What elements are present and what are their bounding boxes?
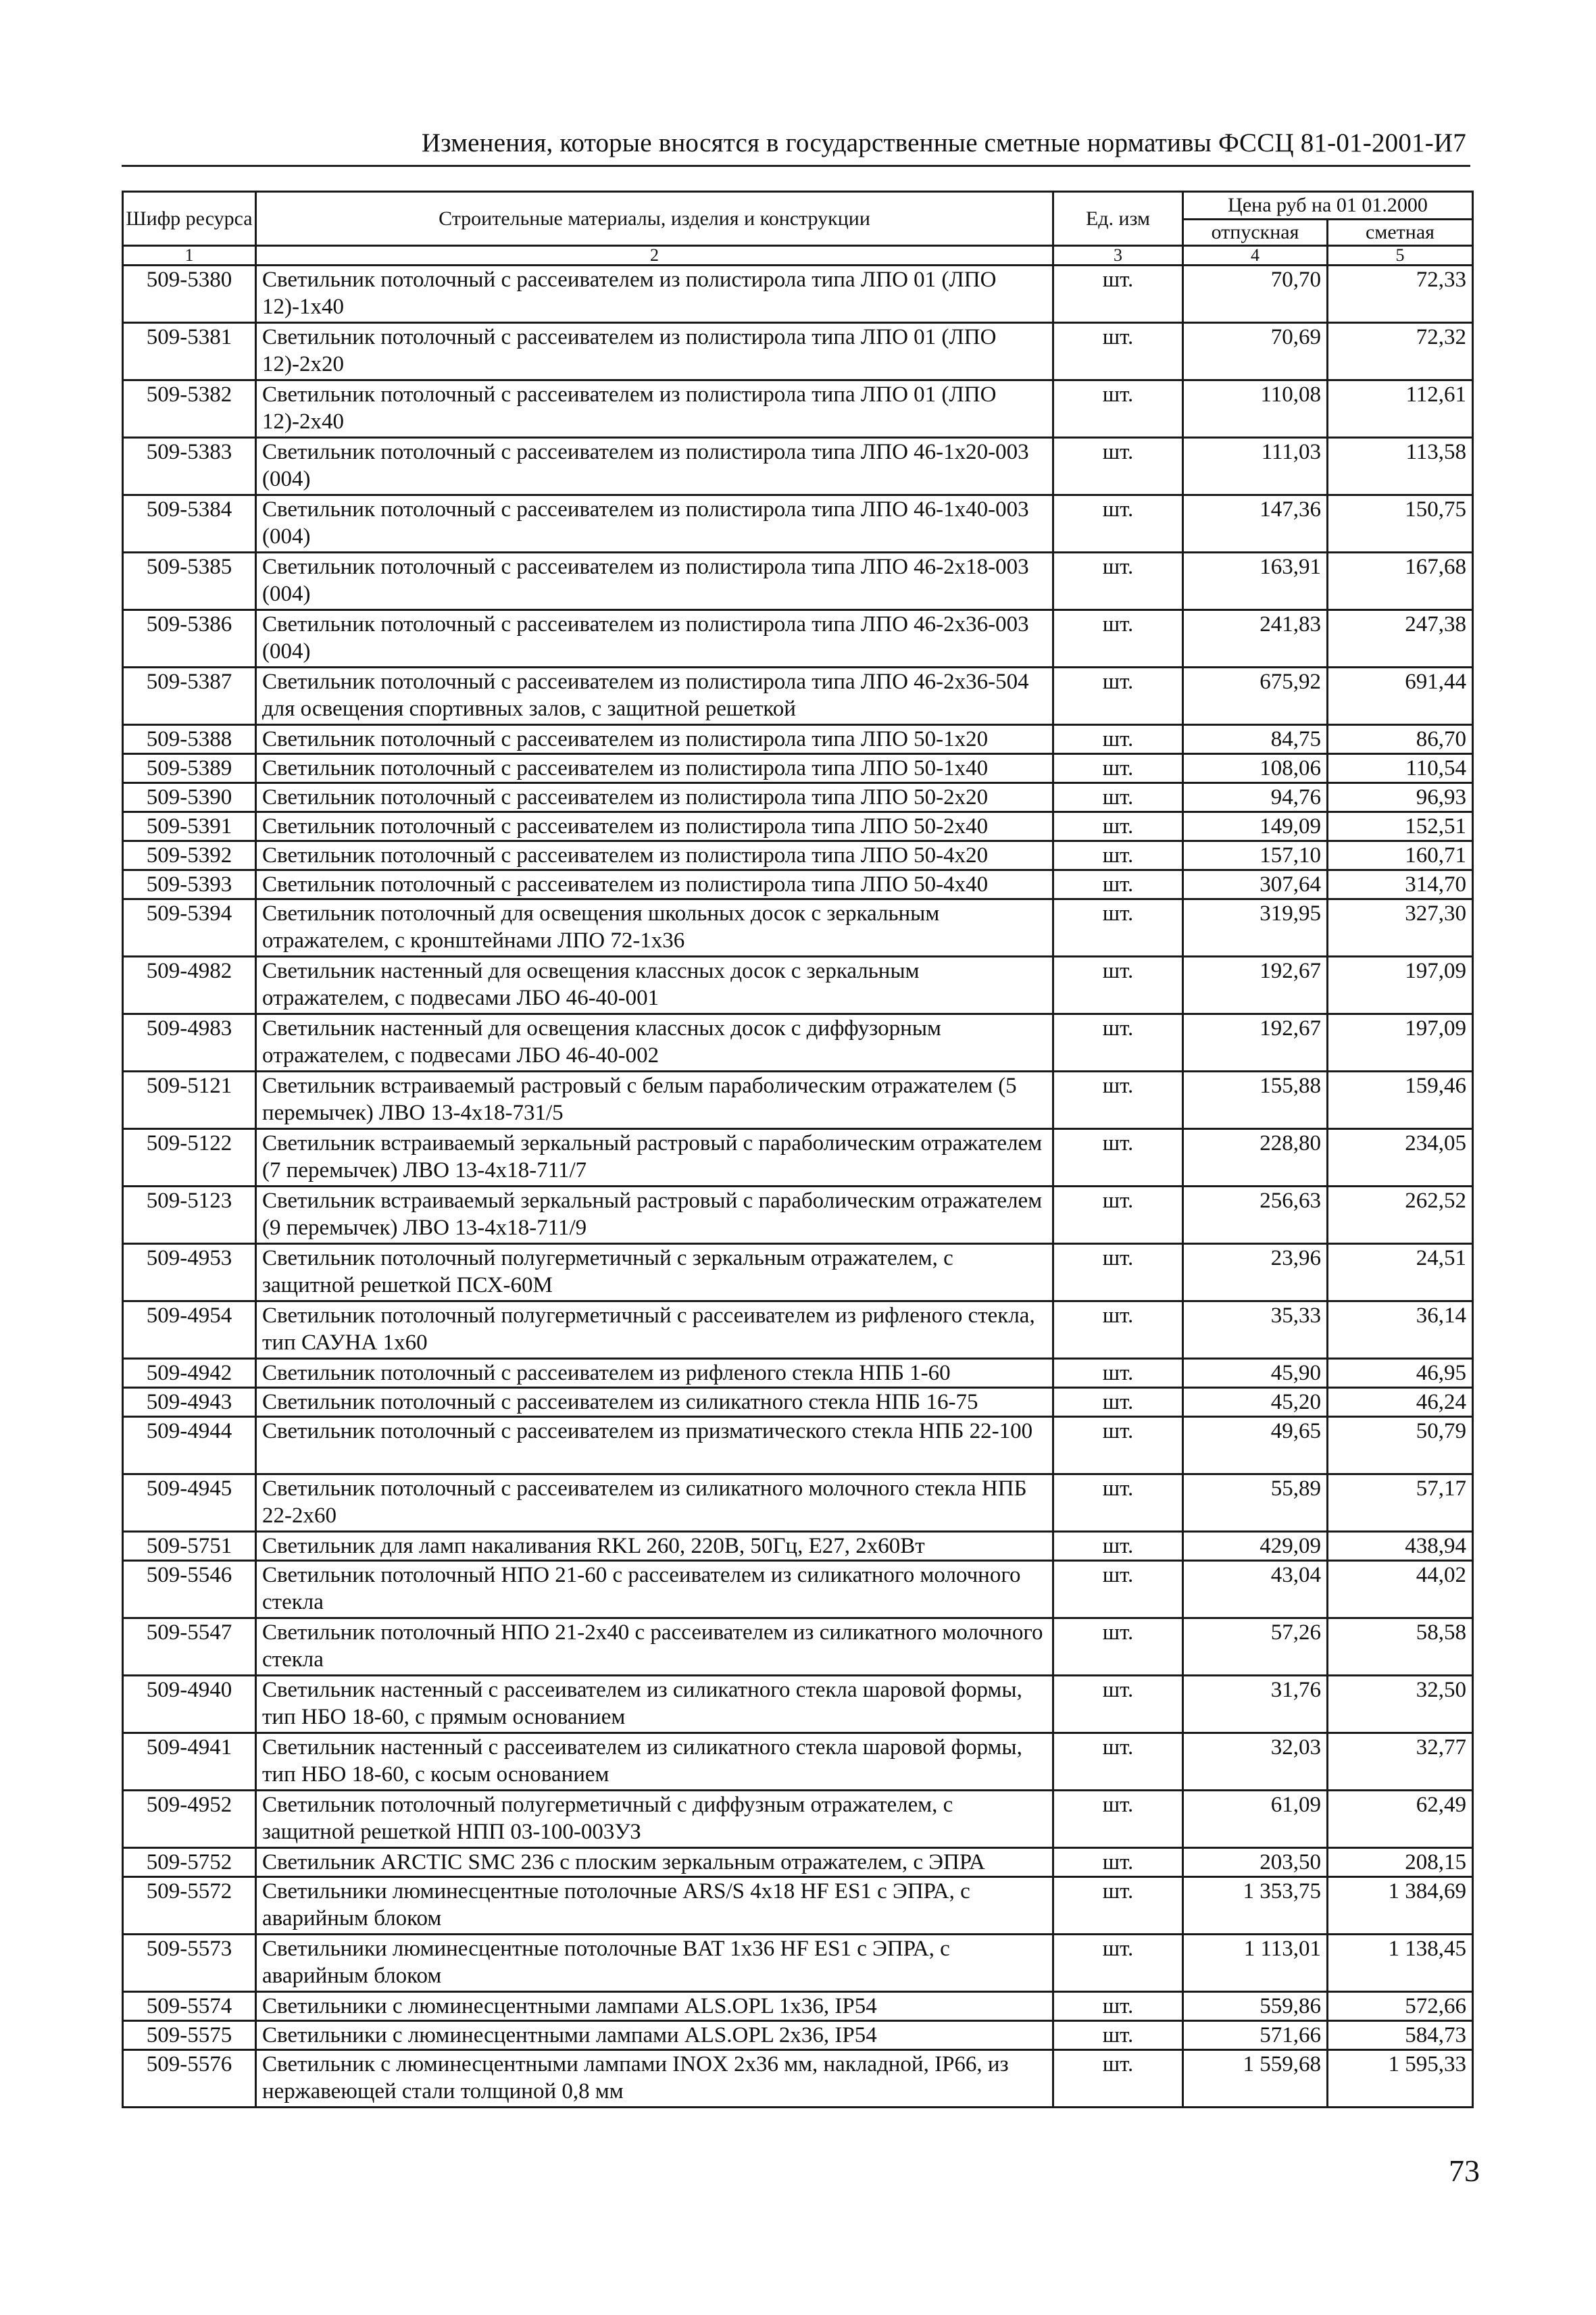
release-price-cell: 23,96 — [1183, 1244, 1328, 1301]
estimate-price-cell: 1 595,33 — [1328, 2050, 1473, 2108]
resource-code-cell: 509-5390 — [123, 783, 256, 812]
unit-cell: шт. — [1053, 1992, 1183, 2021]
resource-code-cell: 509-4943 — [123, 1388, 256, 1417]
unit-cell: шт. — [1053, 1532, 1183, 1561]
resource-code-cell: 509-5572 — [123, 1877, 256, 1935]
unit-cell: шт. — [1053, 957, 1183, 1014]
estimate-price-cell: 24,51 — [1328, 1244, 1473, 1301]
unit-cell: шт. — [1053, 323, 1183, 380]
release-price-cell: 203,50 — [1183, 1848, 1328, 1877]
table-row — [123, 1474, 1473, 1532]
material-name-cell: Светильник для ламп накаливания RKL 260, 220В, 50Гц, E27, 2х60Вт — [256, 1532, 1053, 1561]
table-row — [123, 1848, 1473, 1877]
unit-cell: шт. — [1053, 870, 1183, 899]
resource-code-cell: 509-5752 — [123, 1848, 256, 1877]
page-title: Изменения, которые вносятся в государственные сметные нормативы ФССЦ 81-01-2001-И7 — [421, 128, 1466, 157]
resource-code-cell: 509-4941 — [123, 1733, 256, 1791]
release-price-cell: 110,08 — [1183, 380, 1328, 438]
material-name-cell: Светильник потолочный с рассеивателем из полистирола типа ЛПО 50-2х40 — [256, 812, 1053, 841]
estimate-price-cell: 113,58 — [1328, 438, 1473, 495]
estimate-price-cell: 247,38 — [1328, 610, 1473, 668]
unit-cell: шт. — [1053, 380, 1183, 438]
material-name-cell: Светильник потолочный с рассеивателем из силикатного молочного стекла НПБ 22-2х60 — [256, 1474, 1053, 1532]
estimate-price-cell: 152,51 — [1328, 812, 1473, 841]
unit-cell: шт. — [1053, 553, 1183, 610]
material-name-cell: Светильник потолочный с рассеивателем из призматического стекла НПБ 22-100 — [256, 1417, 1053, 1474]
estimate-price-cell: 50,79 — [1328, 1417, 1473, 1474]
unit-cell: шт. — [1053, 2050, 1183, 2108]
material-name-cell: Светильник настенный с рассеивателем из силикатного стекла шаровой формы, тип НБО 18-60, с прямым основанием — [256, 1676, 1053, 1733]
resource-code-cell: 509-5123 — [123, 1187, 256, 1244]
table-row — [123, 812, 1473, 841]
unit-cell: шт. — [1053, 1014, 1183, 1072]
material-name-cell: Светильник настенный с рассеивателем из силикатного стекла шаровой формы, тип НБО 18-60, с косым основанием — [256, 1733, 1053, 1791]
table-row — [123, 1359, 1473, 1388]
release-price-cell: 157,10 — [1183, 841, 1328, 870]
column-number: 4 — [1183, 246, 1328, 266]
table-row — [123, 1301, 1473, 1359]
table-row — [123, 1014, 1473, 1072]
material-name-cell: Светильник потолочный с рассеивателем из полистирола типа ЛПО 50-4х40 — [256, 870, 1053, 899]
unit-cell: шт. — [1053, 1935, 1183, 1992]
resource-code-cell: 509-5392 — [123, 841, 256, 870]
resource-code-cell: 509-4944 — [123, 1417, 256, 1474]
estimate-price-cell: 46,95 — [1328, 1359, 1473, 1388]
estimate-price-cell: 159,46 — [1328, 1072, 1473, 1129]
unit-cell: шт. — [1053, 1301, 1183, 1359]
material-name-cell: Светильник потолочный с рассеивателем из полистирола типа ЛПО 01 (ЛПО 12)-1х40 — [256, 266, 1053, 323]
resource-code-cell: 509-5389 — [123, 754, 256, 783]
table-row — [123, 553, 1473, 610]
resource-code-cell: 509-5394 — [123, 899, 256, 957]
column-header-release-price: отпускная — [1183, 220, 1328, 246]
table-row — [123, 1532, 1473, 1561]
column-header-code: Шифр ресурса — [123, 192, 256, 246]
resource-code-cell: 509-5393 — [123, 870, 256, 899]
resource-code-cell: 509-5546 — [123, 1561, 256, 1618]
estimate-price-cell: 327,30 — [1328, 899, 1473, 957]
estimate-price-cell: 32,77 — [1328, 1733, 1473, 1791]
unit-cell: шт. — [1053, 266, 1183, 323]
resource-code-cell: 509-5383 — [123, 438, 256, 495]
table-header — [123, 192, 1473, 266]
material-name-cell: Светильник потолочный с рассеивателем из полистирола типа ЛПО 50-1х40 — [256, 754, 1053, 783]
column-number: 1 — [123, 246, 256, 266]
table-row — [123, 610, 1473, 668]
material-name-cell: Светильник потолочный НПО 21-60 с рассеивателем из силикатного молочного стекла — [256, 1561, 1053, 1618]
table-row — [123, 1417, 1473, 1474]
resource-code-cell: 509-4942 — [123, 1359, 256, 1388]
release-price-cell: 70,70 — [1183, 266, 1328, 323]
estimate-price-cell: 44,02 — [1328, 1561, 1473, 1618]
column-number: 2 — [256, 246, 1053, 266]
material-name-cell: Светильник встраиваемый зеркальный растровый с параболическим отражателем (7 перемычек) ЛВО 13-4х18-711/7 — [256, 1129, 1053, 1187]
estimate-price-cell: 691,44 — [1328, 668, 1473, 725]
material-name-cell: Светильники с люминесцентными лампами ALS.OPL 2х36, IP54 — [256, 2021, 1053, 2050]
release-price-cell: 241,83 — [1183, 610, 1328, 668]
column-number-row — [123, 246, 1473, 266]
resource-code-cell: 509-4940 — [123, 1676, 256, 1733]
unit-cell: шт. — [1053, 899, 1183, 957]
release-price-cell: 228,80 — [1183, 1129, 1328, 1187]
estimate-price-cell: 1 138,45 — [1328, 1935, 1473, 1992]
table-row — [123, 841, 1473, 870]
estimate-price-cell: 57,17 — [1328, 1474, 1473, 1532]
table-row — [123, 783, 1473, 812]
table-row — [123, 1072, 1473, 1129]
release-price-cell: 49,65 — [1183, 1417, 1328, 1474]
resource-code-cell: 509-5122 — [123, 1129, 256, 1187]
estimate-price-cell: 110,54 — [1328, 754, 1473, 783]
material-name-cell: Светильник потолочный полугерметичный с диффузным отражателем, с защитной решеткой НПП 03-100-003УЗ — [256, 1791, 1053, 1848]
unit-cell: шт. — [1053, 1561, 1183, 1618]
material-name-cell: Светильники с люминесцентными лампами ALS.OPL 1х36, IP54 — [256, 1992, 1053, 2021]
release-price-cell: 108,06 — [1183, 754, 1328, 783]
resource-code-cell: 509-5387 — [123, 668, 256, 725]
estimate-price-cell: 208,15 — [1328, 1848, 1473, 1877]
unit-cell: шт. — [1053, 725, 1183, 754]
resource-code-cell: 509-5751 — [123, 1532, 256, 1561]
release-price-cell: 45,90 — [1183, 1359, 1328, 1388]
resource-code-cell: 509-5121 — [123, 1072, 256, 1129]
unit-cell: шт. — [1053, 1877, 1183, 1935]
material-name-cell: Светильник потолочный с рассеивателем из полистирола типа ЛПО 50-1х20 — [256, 725, 1053, 754]
material-name-cell: Светильник с люминесцентными лампами INOX 2х36 мм, накладной, IP66, из нержавеющей стали толщиной 0,8 мм — [256, 2050, 1053, 2108]
unit-cell: шт. — [1053, 1474, 1183, 1532]
unit-cell: шт. — [1053, 610, 1183, 668]
material-name-cell: Светильник потолочный с рассеивателем из полистирола типа ЛПО 01 (ЛПО 12)-2х20 — [256, 323, 1053, 380]
resource-code-cell: 509-5388 — [123, 725, 256, 754]
table-row — [123, 754, 1473, 783]
estimate-price-cell: 314,70 — [1328, 870, 1473, 899]
release-price-cell: 1 559,68 — [1183, 2050, 1328, 2108]
column-header-name: Строительные материалы, изделия и конструкции — [256, 192, 1053, 246]
release-price-cell: 163,91 — [1183, 553, 1328, 610]
release-price-cell: 43,04 — [1183, 1561, 1328, 1618]
table-row — [123, 668, 1473, 725]
release-price-cell: 429,09 — [1183, 1532, 1328, 1561]
material-name-cell: Светильник потолочный с рассеивателем из силикатного стекла НПБ 16-75 — [256, 1388, 1053, 1417]
price-table-container — [122, 191, 1472, 2108]
page-number: 73 — [1449, 2154, 1480, 2188]
resource-code-cell: 509-4954 — [123, 1301, 256, 1359]
unit-cell: шт. — [1053, 495, 1183, 553]
release-price-cell: 192,67 — [1183, 1014, 1328, 1072]
table-body — [123, 266, 1473, 2108]
estimate-price-cell: 58,58 — [1328, 1618, 1473, 1676]
resource-code-cell: 509-5573 — [123, 1935, 256, 1992]
resource-code-cell: 509-4952 — [123, 1791, 256, 1848]
unit-cell: шт. — [1053, 841, 1183, 870]
table-row — [123, 957, 1473, 1014]
table-row — [123, 1733, 1473, 1791]
material-name-cell: Светильник настенный для освещения классных досок с зеркальным отражателем, с подвесами ЛБО 46-40-001 — [256, 957, 1053, 1014]
unit-cell: шт. — [1053, 1129, 1183, 1187]
unit-cell: шт. — [1053, 1388, 1183, 1417]
material-name-cell: Светильник потолочный с рассеивателем из полистирола типа ЛПО 46-2х36-003 (004) — [256, 610, 1053, 668]
estimate-price-cell: 438,94 — [1328, 1532, 1473, 1561]
table-row — [123, 1187, 1473, 1244]
estimate-price-cell: 32,50 — [1328, 1676, 1473, 1733]
release-price-cell: 35,33 — [1183, 1301, 1328, 1359]
table-row — [123, 323, 1473, 380]
release-price-cell: 45,20 — [1183, 1388, 1328, 1417]
estimate-price-cell: 197,09 — [1328, 957, 1473, 1014]
estimate-price-cell: 160,71 — [1328, 841, 1473, 870]
material-name-cell: Светильник потолочный полугерметичный с рассеивателем из рифленого стекла, тип САУНА 1х60 — [256, 1301, 1053, 1359]
unit-cell: шт. — [1053, 1359, 1183, 1388]
release-price-cell: 61,09 — [1183, 1791, 1328, 1848]
resource-code-cell: 509-5575 — [123, 2021, 256, 2050]
unit-cell: шт. — [1053, 1733, 1183, 1791]
resource-code-cell: 509-4953 — [123, 1244, 256, 1301]
estimate-price-cell: 572,66 — [1328, 1992, 1473, 2021]
release-price-cell: 31,76 — [1183, 1676, 1328, 1733]
table-row — [123, 2021, 1473, 2050]
material-name-cell: Светильник потолочный с рассеивателем из полистирола типа ЛПО 46-1х40-003 (004) — [256, 495, 1053, 553]
resource-code-cell: 509-5391 — [123, 812, 256, 841]
release-price-cell: 192,67 — [1183, 957, 1328, 1014]
table-row — [123, 1618, 1473, 1676]
resource-code-cell: 509-5385 — [123, 553, 256, 610]
table-row — [123, 2050, 1473, 2108]
resource-code-cell: 509-5576 — [123, 2050, 256, 2108]
material-name-cell: Светильник встраиваемый растровый с белым параболическим отражателем (5 перемычек) ЛВО 13-4х18-731/5 — [256, 1072, 1053, 1129]
estimate-price-cell: 46,24 — [1328, 1388, 1473, 1417]
unit-cell: шт. — [1053, 1676, 1183, 1733]
table-row — [123, 1676, 1473, 1733]
material-name-cell: Светильник потолочный с рассеивателем из рифленого стекла НПБ 1-60 — [256, 1359, 1053, 1388]
resource-code-cell: 509-5384 — [123, 495, 256, 553]
table-row — [123, 438, 1473, 495]
table-row — [123, 1791, 1473, 1848]
release-price-cell: 147,36 — [1183, 495, 1328, 553]
table-row — [123, 899, 1473, 957]
release-price-cell: 55,89 — [1183, 1474, 1328, 1532]
material-name-cell: Светильник потолочный с рассеивателем из полистирола типа ЛПО 46-2х36-504 для освещения спортивных залов, с защитной решеткой — [256, 668, 1053, 725]
estimate-price-cell: 36,14 — [1328, 1301, 1473, 1359]
column-number: 3 — [1053, 246, 1183, 266]
column-number: 5 — [1328, 246, 1473, 266]
unit-cell: шт. — [1053, 783, 1183, 812]
estimate-price-cell: 197,09 — [1328, 1014, 1473, 1072]
material-name-cell: Светильник потолочный с рассеивателем из полистирола типа ЛПО 46-2х18-003 (004) — [256, 553, 1053, 610]
table-row — [123, 725, 1473, 754]
material-name-cell: Светильник ARCTIC SMC 236 с плоским зеркальным отражателем, с ЭПРА — [256, 1848, 1053, 1877]
resource-code-cell: 509-5382 — [123, 380, 256, 438]
unit-cell: шт. — [1053, 2021, 1183, 2050]
release-price-cell: 571,66 — [1183, 2021, 1328, 2050]
estimate-price-cell: 112,61 — [1328, 380, 1473, 438]
release-price-cell: 559,86 — [1183, 1992, 1328, 2021]
resource-code-cell: 509-4982 — [123, 957, 256, 1014]
resource-code-cell: 509-5381 — [123, 323, 256, 380]
resource-code-cell: 509-5386 — [123, 610, 256, 668]
estimate-price-cell: 96,93 — [1328, 783, 1473, 812]
table-row — [123, 870, 1473, 899]
resource-code-cell: 509-4945 — [123, 1474, 256, 1532]
estimate-price-cell: 584,73 — [1328, 2021, 1473, 2050]
material-name-cell: Светильник потолочный с рассеивателем из полистирола типа ЛПО 01 (ЛПО 12)-2х40 — [256, 380, 1053, 438]
price-table — [122, 191, 1474, 2108]
unit-cell: шт. — [1053, 1187, 1183, 1244]
release-price-cell: 57,26 — [1183, 1618, 1328, 1676]
estimate-price-cell: 167,68 — [1328, 553, 1473, 610]
unit-cell: шт. — [1053, 1848, 1183, 1877]
header-rule — [122, 165, 1470, 167]
column-header-unit: Ед. изм — [1053, 192, 1183, 246]
release-price-cell: 94,76 — [1183, 783, 1328, 812]
table-row — [123, 1935, 1473, 1992]
table-row — [123, 1877, 1473, 1935]
table-row — [123, 380, 1473, 438]
release-price-cell: 675,92 — [1183, 668, 1328, 725]
estimate-price-cell: 72,32 — [1328, 323, 1473, 380]
material-name-cell: Светильник настенный для освещения классных досок с диффузорным отражателем, с подвесами ЛБО 46-40-002 — [256, 1014, 1053, 1072]
unit-cell: шт. — [1053, 1618, 1183, 1676]
release-price-cell: 111,03 — [1183, 438, 1328, 495]
material-name-cell: Светильник потолочный для освещения школьных досок с зеркальным отражателем, с кронштейнами ЛПО 72-1х36 — [256, 899, 1053, 957]
material-name-cell: Светильники люминесцентные потолочные ARS/S 4х18 HF ES1 с ЭПРА, с аварийным блоком — [256, 1877, 1053, 1935]
column-header-price-group: Цена руб на 01 01.2000 — [1183, 192, 1473, 220]
table-row — [123, 495, 1473, 553]
unit-cell: шт. — [1053, 1244, 1183, 1301]
unit-cell: шт. — [1053, 1417, 1183, 1474]
release-price-cell: 70,69 — [1183, 323, 1328, 380]
table-row — [123, 1561, 1473, 1618]
release-price-cell: 155,88 — [1183, 1072, 1328, 1129]
table-row — [123, 1129, 1473, 1187]
unit-cell: шт. — [1053, 1791, 1183, 1848]
table-row — [123, 1388, 1473, 1417]
column-header-estimate-price: сметная — [1328, 220, 1473, 246]
material-name-cell: Светильник потолочный с рассеивателем из полистирола типа ЛПО 50-4х20 — [256, 841, 1053, 870]
material-name-cell: Светильники люминесцентные потолочные BAT 1х36 HF ES1 с ЭПРА, с аварийным блоком — [256, 1935, 1053, 1992]
unit-cell: шт. — [1053, 812, 1183, 841]
release-price-cell: 307,64 — [1183, 870, 1328, 899]
release-price-cell: 1 353,75 — [1183, 1877, 1328, 1935]
estimate-price-cell: 262,52 — [1328, 1187, 1473, 1244]
table-row — [123, 1244, 1473, 1301]
estimate-price-cell: 62,49 — [1328, 1791, 1473, 1848]
resource-code-cell: 509-4983 — [123, 1014, 256, 1072]
estimate-price-cell: 72,33 — [1328, 266, 1473, 323]
material-name-cell: Светильник потолочный с рассеивателем из полистирола типа ЛПО 46-1х20-003 (004) — [256, 438, 1053, 495]
material-name-cell: Светильник потолочный с рассеивателем из полистирола типа ЛПО 50-2х20 — [256, 783, 1053, 812]
estimate-price-cell: 86,70 — [1328, 725, 1473, 754]
release-price-cell: 149,09 — [1183, 812, 1328, 841]
release-price-cell: 256,63 — [1183, 1187, 1328, 1244]
unit-cell: шт. — [1053, 1072, 1183, 1129]
release-price-cell: 84,75 — [1183, 725, 1328, 754]
table-row — [123, 1992, 1473, 2021]
resource-code-cell: 509-5547 — [123, 1618, 256, 1676]
table-row — [123, 266, 1473, 323]
unit-cell: шт. — [1053, 754, 1183, 783]
material-name-cell: Светильник потолочный НПО 21-2х40 с рассеивателем из силикатного молочного стекла — [256, 1618, 1053, 1676]
release-price-cell: 32,03 — [1183, 1733, 1328, 1791]
release-price-cell: 319,95 — [1183, 899, 1328, 957]
material-name-cell: Светильник встраиваемый зеркальный растровый с параболическим отражателем (9 перемычек) ЛВО 13-4х18-711/9 — [256, 1187, 1053, 1244]
estimate-price-cell: 150,75 — [1328, 495, 1473, 553]
resource-code-cell: 509-5380 — [123, 266, 256, 323]
release-price-cell: 1 113,01 — [1183, 1935, 1328, 1992]
resource-code-cell: 509-5574 — [123, 1992, 256, 2021]
unit-cell: шт. — [1053, 438, 1183, 495]
estimate-price-cell: 234,05 — [1328, 1129, 1473, 1187]
unit-cell: шт. — [1053, 668, 1183, 725]
material-name-cell: Светильник потолочный полугерметичный с зеркальным отражателем, с защитной решеткой ПСХ-60М — [256, 1244, 1053, 1301]
estimate-price-cell: 1 384,69 — [1328, 1877, 1473, 1935]
